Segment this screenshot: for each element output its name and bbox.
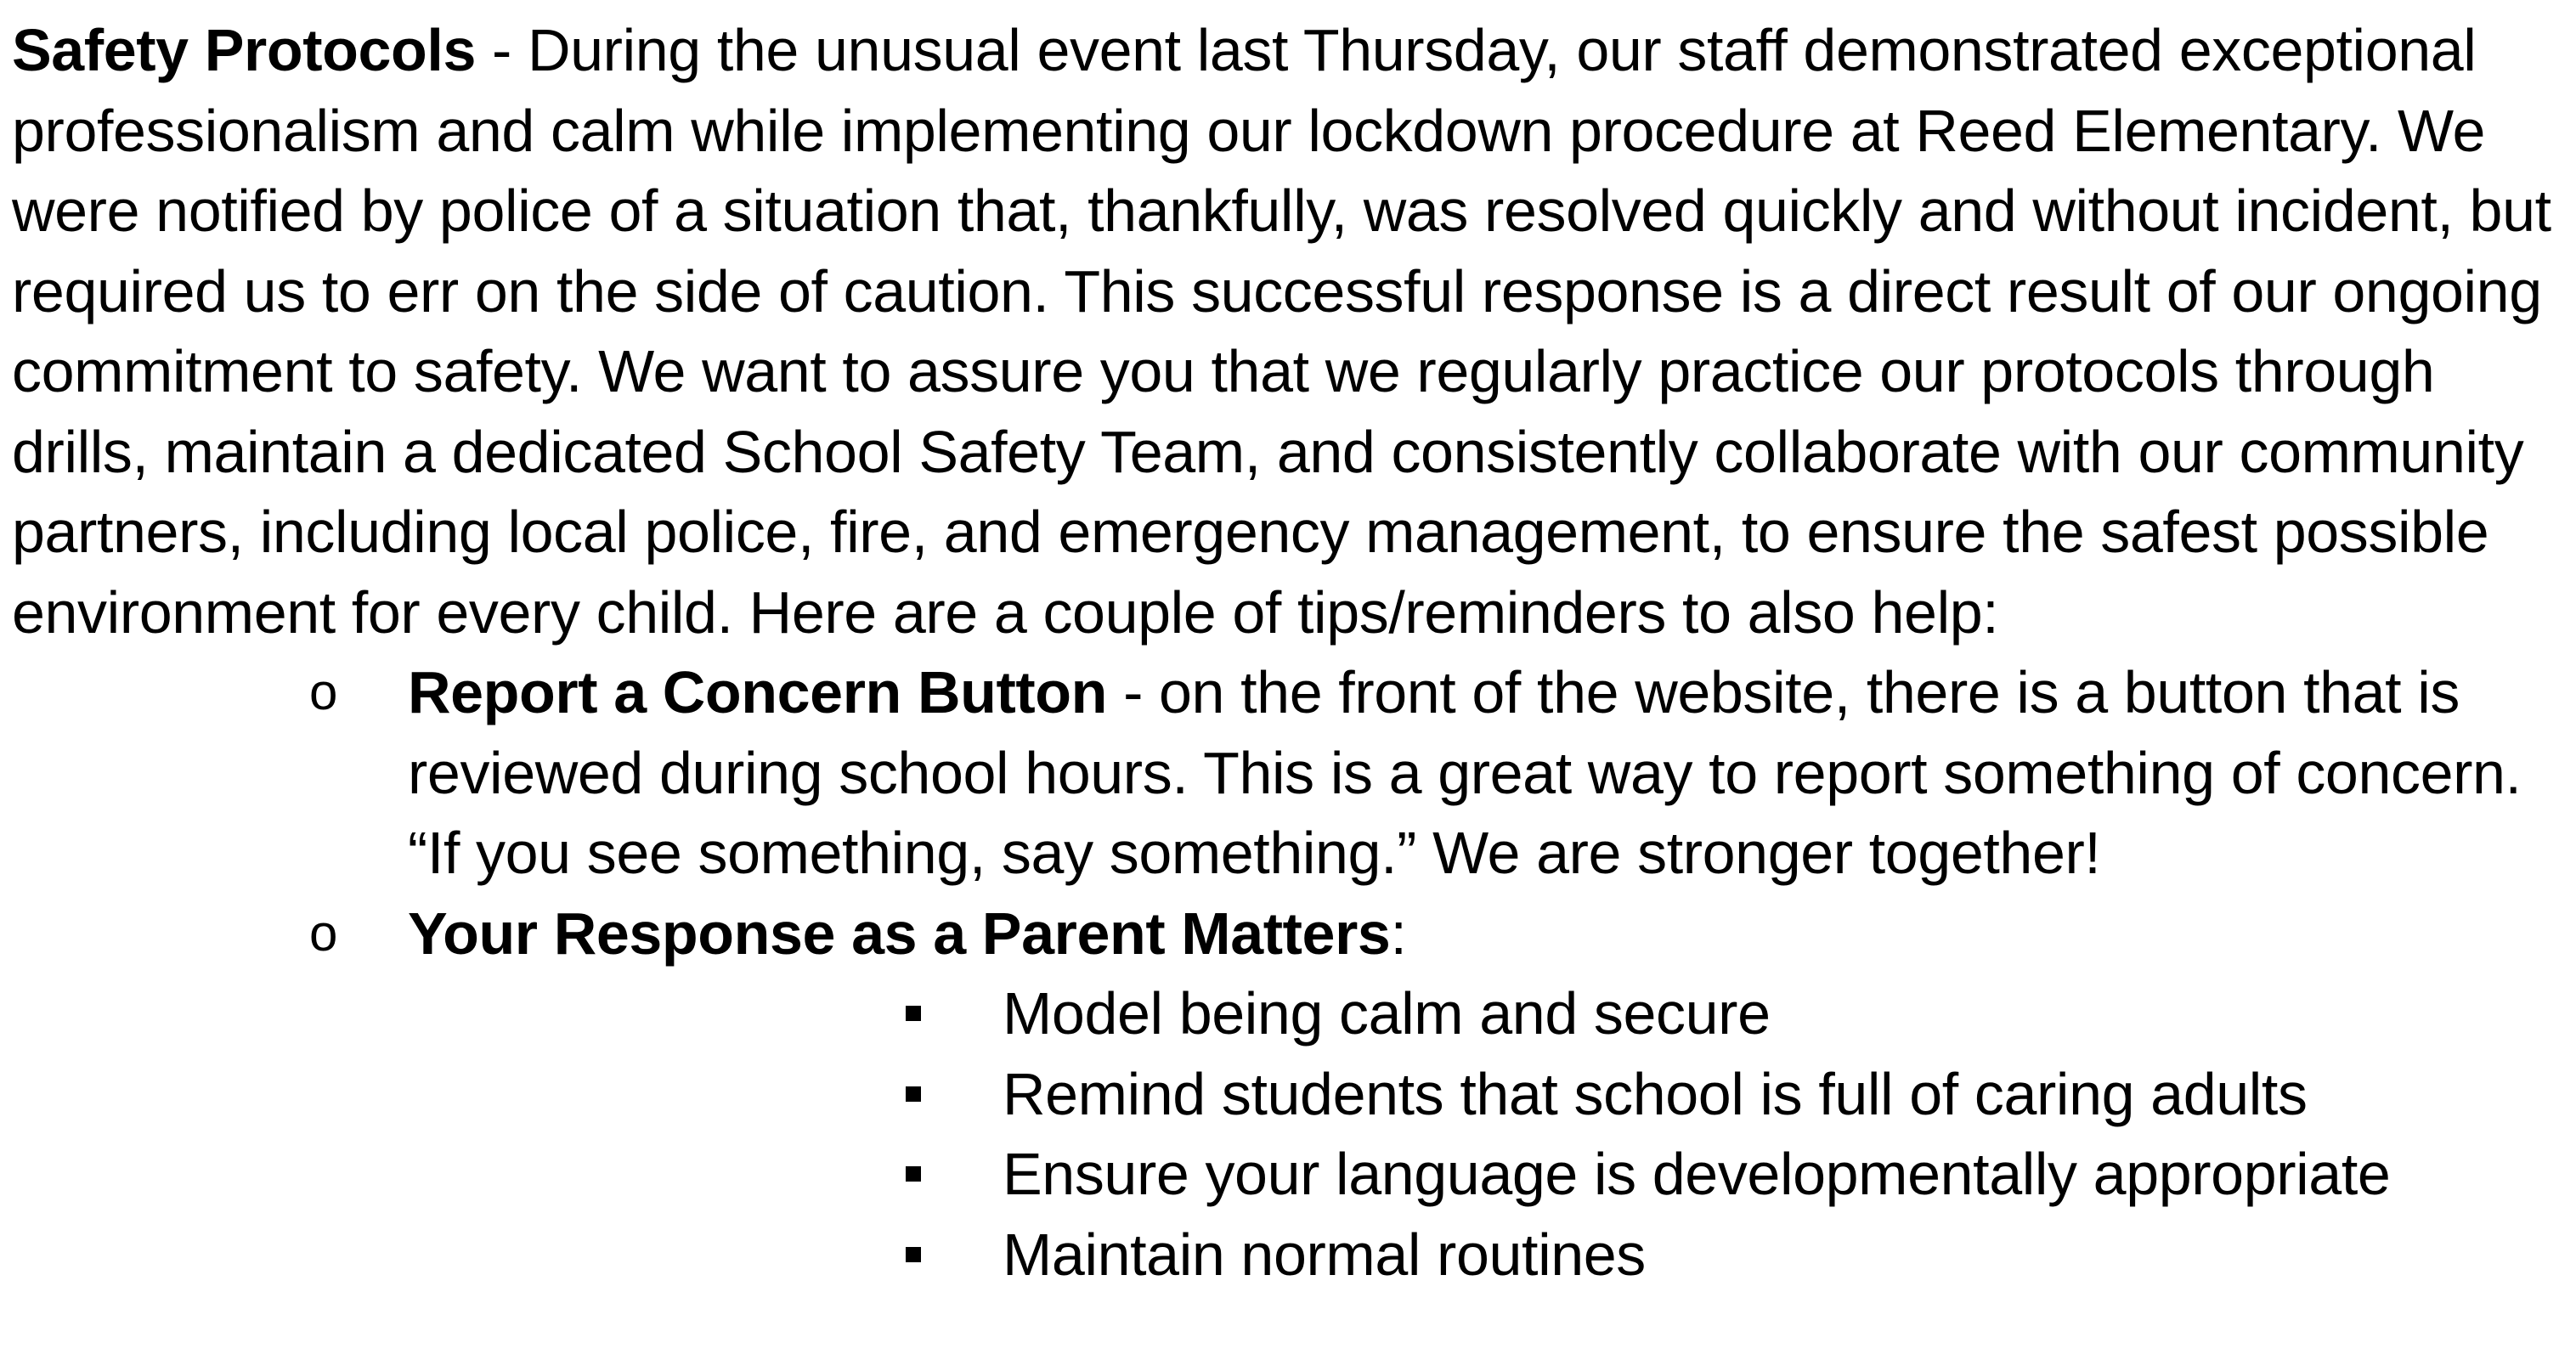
square-bullet-icon (906, 1166, 921, 1182)
document-body (12, 10, 2569, 1295)
safety-protocols-text: - During the unusual event last Thursday, our staff demonstrated exceptional professionalism and calm while implementing our lockdown procedure at Reed Elementary. We were notified by police of a situation that, thankfully, was resolved quickly and without incident, but required us to err on the side of caution. This successful response is a direct result of our ongoing commitment to safety. We want to assure you that we regularly practice our protocols through drills, maintain a dedicated School Safety Team, and consistently collaborate with our community partners, including local police, fire, and emergency management, to ensure the safest possible environment for every child. Here are a couple of tips/reminders to also help: (12, 17, 2551, 646)
list-item: Remind students that school is full of caring adults (408, 1054, 2569, 1135)
list-item: Model being calm and secure (408, 973, 2569, 1054)
tip-title: Report a Concern Button (408, 659, 1108, 725)
hollow-circle-bullet-icon: o (309, 663, 337, 720)
tip-text: : (1390, 900, 1407, 967)
safety-protocols-paragraph (12, 10, 2569, 652)
hollow-circle-bullet-icon: o (309, 904, 337, 962)
square-bullet-icon (906, 1086, 921, 1102)
list-item: Maintain normal routines (408, 1215, 2569, 1295)
square-bullet-icon (906, 1006, 921, 1021)
parent-response-sublist (408, 973, 2569, 1295)
tip-text: - on the front of the website, there is a button that is reviewed during school hours. This is a great way to report something of concern. “If you see something, say something.” We are stronger together! (408, 659, 2522, 886)
tip-title: Your Response as a Parent Matters (408, 900, 1391, 967)
tips-list (12, 652, 2569, 1295)
tip-report-concern (12, 652, 2569, 894)
tip-parent-response (12, 894, 2569, 1295)
list-item: Ensure your language is developmentally appropriate (408, 1134, 2569, 1215)
safety-protocols-heading: Safety Protocols (12, 17, 476, 83)
square-bullet-icon (906, 1247, 921, 1262)
